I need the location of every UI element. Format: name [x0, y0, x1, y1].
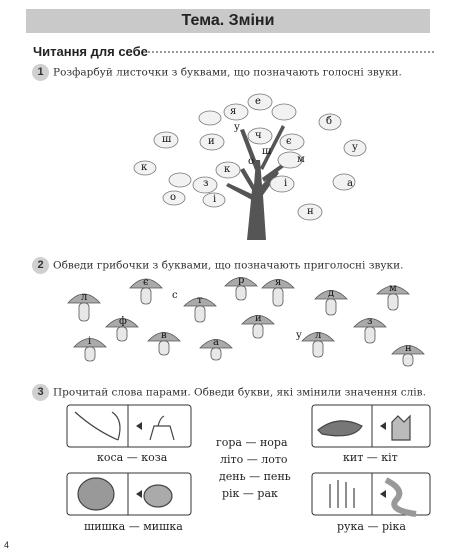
leaf-letter: ш	[262, 146, 272, 157]
leaf-letter: м	[297, 154, 305, 165]
word-pair: гора — нора	[216, 436, 288, 449]
mushroom-letter: д	[328, 288, 335, 299]
leaf-letter: і	[213, 194, 217, 205]
mushroom-letter: я	[275, 277, 282, 288]
leaf-letter: у	[352, 142, 358, 153]
leaf-letter: к	[141, 162, 148, 173]
leaf-letter: ш	[162, 134, 172, 145]
mushroom-letter: с	[172, 290, 178, 301]
leaf-letter: и	[208, 136, 215, 147]
word-pair: рік — рак	[222, 487, 278, 500]
word-pair: літо — лото	[220, 453, 288, 466]
task-2	[32, 257, 403, 274]
cat-icon	[392, 416, 410, 440]
mushroom-letter: є	[143, 277, 149, 288]
leaf-letter: у	[234, 122, 240, 133]
leaf-letter: і	[284, 178, 288, 189]
mushroom-letter: т	[197, 295, 203, 306]
pinecone-icon	[78, 478, 114, 510]
leaf-letter: я	[230, 106, 237, 117]
leaf-letter: є	[286, 136, 292, 147]
leaf-letter: о	[170, 192, 177, 203]
leaf-letter: е	[255, 96, 261, 107]
task-instruction: Розфарбуй листочки з буквами, що позначають голосні звуки.	[53, 66, 402, 79]
task-number-badge: 3	[32, 384, 49, 401]
leaf-letter: б	[326, 116, 333, 127]
section-heading: Читання для себе	[33, 44, 148, 59]
leaf-letter: а	[347, 178, 353, 189]
mushroom-letter: л	[315, 330, 322, 341]
mushroom-letter: ф	[119, 316, 127, 327]
mushroom-letter: и	[255, 313, 262, 324]
mushroom-letter: м	[389, 283, 397, 294]
mushroom-letter: л	[81, 292, 88, 303]
leaf-letter: н	[307, 206, 314, 217]
mushroom-letter: р	[238, 275, 245, 286]
leaf-letter: к	[224, 164, 231, 175]
task-instruction: Прочитай слова парами. Обведи букви, які змінили значення слів.	[53, 386, 426, 399]
task-number-badge: 1	[32, 64, 49, 81]
mushroom-letter: н	[405, 343, 412, 354]
word-pair: шишка — мишка	[84, 520, 183, 533]
mushroom-letter: в	[161, 330, 167, 341]
leaf-letter: о	[248, 156, 255, 167]
page-title: Тема. Зміни	[26, 9, 430, 33]
mushroom-letter: а	[213, 337, 219, 348]
word-pair: коса — коза	[97, 451, 168, 464]
mouse-icon	[144, 485, 172, 507]
word-pair: день — пень	[219, 470, 291, 483]
mushroom-letter: у	[296, 330, 302, 341]
mushroom-letter: з	[367, 316, 373, 327]
mushroom-letter: і	[88, 336, 92, 347]
word-pair: рука — ріка	[337, 520, 406, 533]
page-number: 4	[4, 540, 10, 550]
task-3	[32, 384, 426, 401]
task-instruction: Обведи грибочки з буквами, що позначають приголосні звуки.	[53, 259, 404, 272]
task-number-badge: 2	[32, 257, 49, 274]
leaf-letter: ч	[255, 130, 262, 141]
leaf-letter: з	[203, 178, 209, 189]
word-pair: кит — кіт	[343, 451, 398, 464]
